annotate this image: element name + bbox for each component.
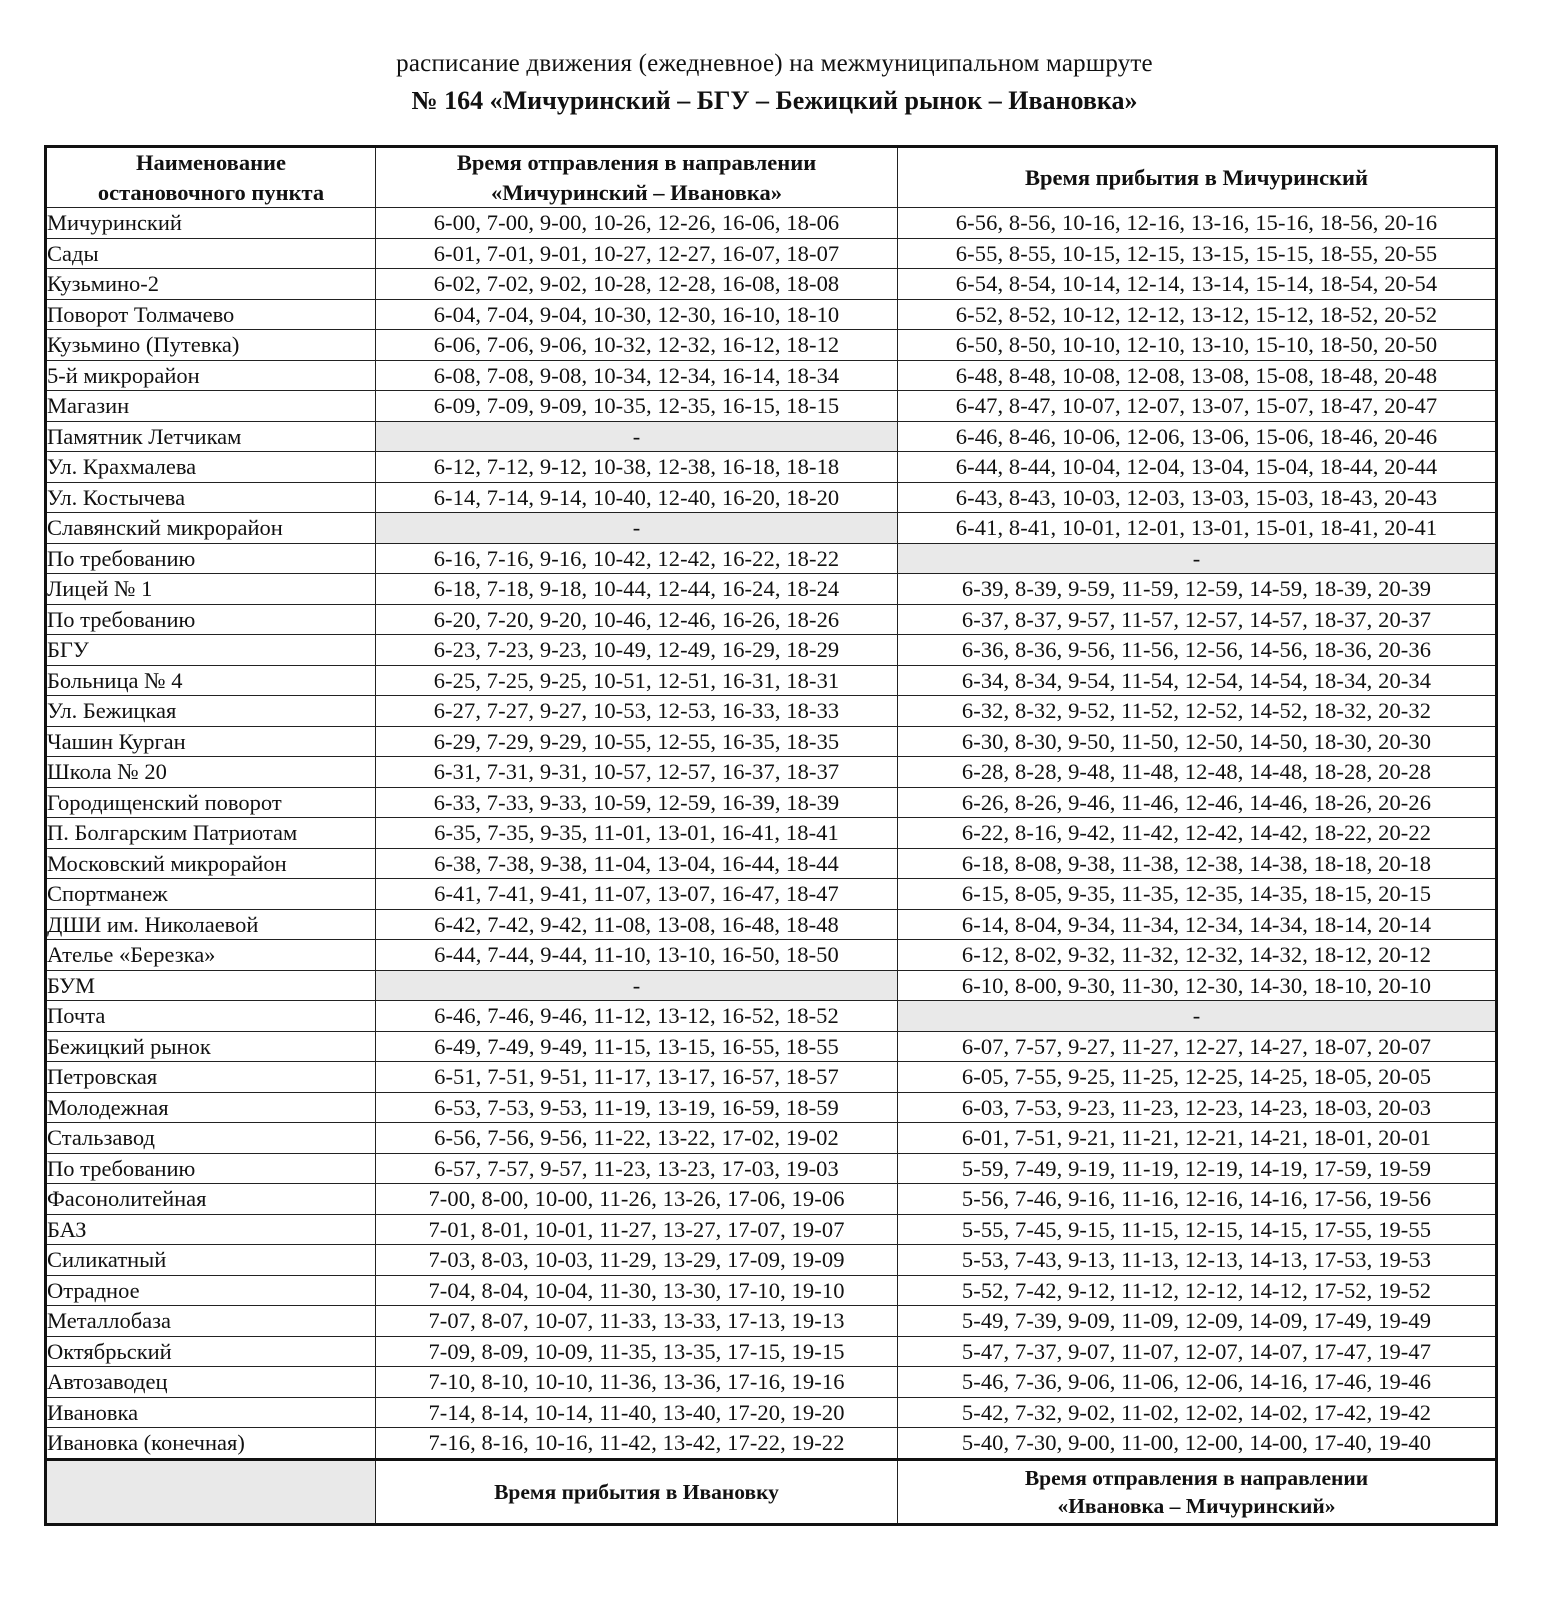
- arrival-times-michurinsky: 5-46, 7-36, 9-06, 11-06, 12-06, 14-16, 17-46, 19-46: [898, 1367, 1497, 1398]
- departure-times-to-ivanovka: 6-23, 7-23, 9-23, 10-49, 12-49, 16-29, 18-29: [376, 635, 898, 666]
- departure-times-to-ivanovka: 7-07, 8-07, 10-07, 11-33, 13-33, 17-13, 19-13: [376, 1306, 898, 1337]
- table-row: [46, 543, 1497, 574]
- departure-times-to-ivanovka: 6-35, 7-35, 9-35, 11-01, 13-01, 16-41, 18-41: [376, 818, 898, 849]
- stop-name: По требованию: [46, 543, 376, 574]
- arrival-times-michurinsky: 6-28, 8-28, 9-48, 11-48, 12-48, 14-48, 18-28, 20-28: [898, 757, 1497, 788]
- stop-name: Ивановка (конечная): [46, 1428, 376, 1460]
- arrival-times-michurinsky: 6-55, 8-55, 10-15, 12-15, 13-15, 15-15, 18-55, 20-55: [898, 238, 1497, 269]
- stop-name: Стальзавод: [46, 1123, 376, 1154]
- stop-name: Автозаводец: [46, 1367, 376, 1398]
- stop-name: ДШИ им. Николаевой: [46, 909, 376, 940]
- departure-times-to-ivanovka: -: [376, 970, 898, 1001]
- table-row: [46, 1062, 1497, 1093]
- table-row: [46, 330, 1497, 361]
- arrival-times-michurinsky: 6-44, 8-44, 10-04, 12-04, 13-04, 15-04, 18-44, 20-44: [898, 452, 1497, 483]
- stop-name: Петровская: [46, 1062, 376, 1093]
- arrival-times-michurinsky: 6-47, 8-47, 10-07, 12-07, 13-07, 15-07, 18-47, 20-47: [898, 391, 1497, 422]
- departure-times-to-ivanovka: 6-27, 7-27, 9-27, 10-53, 12-53, 16-33, 18-33: [376, 696, 898, 727]
- arrival-times-michurinsky: 5-59, 7-49, 9-19, 11-19, 12-19, 14-19, 17-59, 19-59: [898, 1153, 1497, 1184]
- arrival-times-michurinsky: 6-14, 8-04, 9-34, 11-34, 12-34, 14-34, 18-14, 20-14: [898, 909, 1497, 940]
- arrival-times-michurinsky: 6-30, 8-30, 9-50, 11-50, 12-50, 14-50, 18-30, 20-30: [898, 726, 1497, 757]
- arrival-times-michurinsky: 6-56, 8-56, 10-16, 12-16, 13-16, 15-16, 18-56, 20-16: [898, 208, 1497, 239]
- footer-arrival-ivanovka: Время прибытия в Ивановку: [376, 1459, 898, 1524]
- arrival-times-michurinsky: 6-36, 8-36, 9-56, 11-56, 12-56, 14-56, 18-36, 20-36: [898, 635, 1497, 666]
- arrival-times-michurinsky: 6-46, 8-46, 10-06, 12-06, 13-06, 15-06, 18-46, 20-46: [898, 421, 1497, 452]
- footer-dep-line-2: «Ивановка – Мичуринский»: [1057, 1493, 1336, 1518]
- departure-times-to-ivanovka: 6-02, 7-02, 9-02, 10-28, 12-28, 16-08, 18-08: [376, 269, 898, 300]
- stop-name: Спортманеж: [46, 879, 376, 910]
- stop-name: Московский микрорайон: [46, 848, 376, 879]
- departure-times-to-ivanovka: 6-56, 7-56, 9-56, 11-22, 13-22, 17-02, 19-02: [376, 1123, 898, 1154]
- table-row: [46, 1367, 1497, 1398]
- schedule-title-line-1: расписание движения (ежедневное) на межмуниципальном маршруте: [396, 50, 1153, 77]
- departure-times-to-ivanovka: 6-08, 7-08, 9-08, 10-34, 12-34, 16-14, 18-34: [376, 360, 898, 391]
- table-row: [46, 787, 1497, 818]
- departure-times-to-ivanovka: 6-31, 7-31, 9-31, 10-57, 12-57, 16-37, 18-37: [376, 757, 898, 788]
- table-row: [46, 1336, 1497, 1367]
- arrival-times-michurinsky: 6-41, 8-41, 10-01, 12-01, 13-01, 15-01, 18-41, 20-41: [898, 513, 1497, 544]
- arrival-times-michurinsky: 6-15, 8-05, 9-35, 11-35, 12-35, 14-35, 18-15, 20-15: [898, 879, 1497, 910]
- stop-name: Школа № 20: [46, 757, 376, 788]
- arrival-times-michurinsky: 6-10, 8-00, 9-30, 11-30, 12-30, 14-30, 18-10, 20-10: [898, 970, 1497, 1001]
- footer-dep-line-1: Время отправления в направлении: [1024, 1465, 1369, 1490]
- departure-times-to-ivanovka: 6-41, 7-41, 9-41, 11-07, 13-07, 16-47, 18-47: [376, 879, 898, 910]
- header-dep-line-1: Время отправления в направлении: [456, 150, 817, 175]
- table-row: [46, 1001, 1497, 1032]
- arrival-times-michurinsky: 5-55, 7-45, 9-15, 11-15, 12-15, 14-15, 17-55, 19-55: [898, 1214, 1497, 1245]
- stop-name: БУМ: [46, 970, 376, 1001]
- arrival-times-michurinsky: 6-39, 8-39, 9-59, 11-59, 12-59, 14-59, 18-39, 20-39: [898, 574, 1497, 605]
- arrival-times-michurinsky: 6-52, 8-52, 10-12, 12-12, 13-12, 15-12, 18-52, 20-52: [898, 299, 1497, 330]
- arrival-times-michurinsky: 6-32, 8-32, 9-52, 11-52, 12-52, 14-52, 18-32, 20-32: [898, 696, 1497, 727]
- departure-times-to-ivanovka: 6-00, 7-00, 9-00, 10-26, 12-26, 16-06, 18-06: [376, 208, 898, 239]
- departure-times-to-ivanovka: 6-33, 7-33, 9-33, 10-59, 12-59, 16-39, 18-39: [376, 787, 898, 818]
- arrival-times-michurinsky: 6-50, 8-50, 10-10, 12-10, 13-10, 15-10, 18-50, 20-50: [898, 330, 1497, 361]
- stop-name: По требованию: [46, 604, 376, 635]
- stop-name: Славянский микрорайон: [46, 513, 376, 544]
- stop-name: Магазин: [46, 391, 376, 422]
- table-row: [46, 1123, 1497, 1154]
- table-row: [46, 696, 1497, 727]
- stop-name: Кузьмино-2: [46, 269, 376, 300]
- stop-name: Сады: [46, 238, 376, 269]
- stop-name: Ул. Бежицкая: [46, 696, 376, 727]
- departure-times-to-ivanovka: 7-14, 8-14, 10-14, 11-40, 13-40, 17-20, 19-20: [376, 1397, 898, 1428]
- table-row: [46, 1397, 1497, 1428]
- table-row: [46, 879, 1497, 910]
- stop-name: По требованию: [46, 1153, 376, 1184]
- arrival-times-michurinsky: 6-12, 8-02, 9-32, 11-32, 12-32, 14-32, 18-12, 20-12: [898, 940, 1497, 971]
- table-row: [46, 1184, 1497, 1215]
- stop-name: Бежицкий рынок: [46, 1031, 376, 1062]
- table-row: [46, 421, 1497, 452]
- arrival-times-michurinsky: 6-05, 7-55, 9-25, 11-25, 12-25, 14-25, 18-05, 20-05: [898, 1062, 1497, 1093]
- departure-times-to-ivanovka: 6-06, 7-06, 9-06, 10-32, 12-32, 16-12, 18-12: [376, 330, 898, 361]
- departure-times-to-ivanovka: 6-09, 7-09, 9-09, 10-35, 12-35, 16-15, 18-15: [376, 391, 898, 422]
- departure-times-to-ivanovka: -: [376, 421, 898, 452]
- header-departure-to-ivanovka: [376, 147, 898, 208]
- table-row: [46, 238, 1497, 269]
- departure-times-to-ivanovka: 6-49, 7-49, 9-49, 11-15, 13-15, 16-55, 18-55: [376, 1031, 898, 1062]
- stop-name: Памятник Летчикам: [46, 421, 376, 452]
- stop-name: Октябрьский: [46, 1336, 376, 1367]
- table-row: [46, 665, 1497, 696]
- table-row: [46, 208, 1497, 239]
- stop-name: Городищенский поворот: [46, 787, 376, 818]
- table-row: [46, 513, 1497, 544]
- arrival-times-michurinsky: 6-43, 8-43, 10-03, 12-03, 13-03, 15-03, 18-43, 20-43: [898, 482, 1497, 513]
- table-row: [46, 1092, 1497, 1123]
- table-row: [46, 1245, 1497, 1276]
- stop-name: Ул. Крахмалева: [46, 452, 376, 483]
- stop-name: Силикатный: [46, 1245, 376, 1276]
- departure-times-to-ivanovka: 7-16, 8-16, 10-16, 11-42, 13-42, 17-22, 19-22: [376, 1428, 898, 1460]
- table-row: [46, 1428, 1497, 1460]
- stop-name: Почта: [46, 1001, 376, 1032]
- table-row: [46, 299, 1497, 330]
- stop-name: БАЗ: [46, 1214, 376, 1245]
- departure-times-to-ivanovka: 6-29, 7-29, 9-29, 10-55, 12-55, 16-35, 18-35: [376, 726, 898, 757]
- departure-times-to-ivanovka: 6-44, 7-44, 9-44, 11-10, 13-10, 16-50, 18-50: [376, 940, 898, 971]
- table-row: [46, 1306, 1497, 1337]
- departure-times-to-ivanovka: 6-53, 7-53, 9-53, 11-19, 13-19, 16-59, 18-59: [376, 1092, 898, 1123]
- schedule-body: [46, 208, 1497, 1460]
- departure-times-to-ivanovka: 6-12, 7-12, 9-12, 10-38, 12-38, 16-18, 18-18: [376, 452, 898, 483]
- table-row: [46, 940, 1497, 971]
- table-row: [46, 1214, 1497, 1245]
- table-row: [46, 452, 1497, 483]
- table-row: [46, 574, 1497, 605]
- departure-times-to-ivanovka: 6-25, 7-25, 9-25, 10-51, 12-51, 16-31, 18-31: [376, 665, 898, 696]
- arrival-times-michurinsky: 6-01, 7-51, 9-21, 11-21, 12-21, 14-21, 18-01, 20-01: [898, 1123, 1497, 1154]
- header-stop-name: [46, 147, 376, 208]
- stop-name: П. Болгарским Патриотам: [46, 818, 376, 849]
- stop-name: Фасонолитейная: [46, 1184, 376, 1215]
- table-row: [46, 1031, 1497, 1062]
- stop-name: БГУ: [46, 635, 376, 666]
- departure-times-to-ivanovka: 7-01, 8-01, 10-01, 11-27, 13-27, 17-07, 19-07: [376, 1214, 898, 1245]
- header-arrival-michurinsky: Время прибытия в Мичуринский: [898, 147, 1497, 208]
- departure-times-to-ivanovka: 6-42, 7-42, 9-42, 11-08, 13-08, 16-48, 18-48: [376, 909, 898, 940]
- departure-times-to-ivanovka: 6-04, 7-04, 9-04, 10-30, 12-30, 16-10, 18-10: [376, 299, 898, 330]
- stop-name: Отрадное: [46, 1275, 376, 1306]
- arrival-times-michurinsky: 6-26, 8-26, 9-46, 11-46, 12-46, 14-46, 18-26, 20-26: [898, 787, 1497, 818]
- stop-name: Чашин Курган: [46, 726, 376, 757]
- departure-times-to-ivanovka: 6-01, 7-01, 9-01, 10-27, 12-27, 16-07, 18-07: [376, 238, 898, 269]
- departure-times-to-ivanovka: 6-20, 7-20, 9-20, 10-46, 12-46, 16-26, 18-26: [376, 604, 898, 635]
- table-row: [46, 1153, 1497, 1184]
- table-row: [46, 635, 1497, 666]
- footer-departure-to-michurinsky: [898, 1459, 1497, 1524]
- schedule-table: [44, 145, 1498, 1526]
- table-row: [46, 482, 1497, 513]
- stop-name: Молодежная: [46, 1092, 376, 1123]
- table-row: [46, 391, 1497, 422]
- departure-times-to-ivanovka: 7-09, 8-09, 10-09, 11-35, 13-35, 17-15, 19-15: [376, 1336, 898, 1367]
- departure-times-to-ivanovka: 6-46, 7-46, 9-46, 11-12, 13-12, 16-52, 18-52: [376, 1001, 898, 1032]
- stop-name: Ул. Костычева: [46, 482, 376, 513]
- arrival-times-michurinsky: 6-34, 8-34, 9-54, 11-54, 12-54, 14-54, 18-34, 20-34: [898, 665, 1497, 696]
- arrival-times-michurinsky: 5-53, 7-43, 9-13, 11-13, 12-13, 14-13, 17-53, 19-53: [898, 1245, 1497, 1276]
- departure-times-to-ivanovka: 6-14, 7-14, 9-14, 10-40, 12-40, 16-20, 18-20: [376, 482, 898, 513]
- arrival-times-michurinsky: 5-52, 7-42, 9-12, 11-12, 12-12, 14-12, 17-52, 19-52: [898, 1275, 1497, 1306]
- arrival-times-michurinsky: 5-49, 7-39, 9-09, 11-09, 12-09, 14-09, 17-49, 19-49: [898, 1306, 1497, 1337]
- table-row: [46, 604, 1497, 635]
- departure-times-to-ivanovka: 7-00, 8-00, 10-00, 11-26, 13-26, 17-06, 19-06: [376, 1184, 898, 1215]
- table-row: [46, 970, 1497, 1001]
- arrival-times-michurinsky: -: [898, 1001, 1497, 1032]
- departure-times-to-ivanovka: -: [376, 513, 898, 544]
- header-stop-line-1: Наименование: [136, 150, 286, 175]
- table-row: [46, 360, 1497, 391]
- footer-blank-cell: [46, 1459, 376, 1524]
- header-row: [46, 147, 1497, 208]
- table-row: [46, 757, 1497, 788]
- departure-times-to-ivanovka: 6-51, 7-51, 9-51, 11-17, 13-17, 16-57, 18-57: [376, 1062, 898, 1093]
- departure-times-to-ivanovka: 6-18, 7-18, 9-18, 10-44, 12-44, 16-24, 18-24: [376, 574, 898, 605]
- departure-times-to-ivanovka: 7-10, 8-10, 10-10, 11-36, 13-36, 17-16, 19-16: [376, 1367, 898, 1398]
- arrival-times-michurinsky: 6-22, 8-16, 9-42, 11-42, 12-42, 14-42, 18-22, 20-22: [898, 818, 1497, 849]
- table-row: [46, 1275, 1497, 1306]
- table-row: [46, 818, 1497, 849]
- stop-name: Поворот Толмачево: [46, 299, 376, 330]
- stop-name: Ивановка: [46, 1397, 376, 1428]
- arrival-times-michurinsky: 6-03, 7-53, 9-23, 11-23, 12-23, 14-23, 18-03, 20-03: [898, 1092, 1497, 1123]
- departure-times-to-ivanovka: 7-03, 8-03, 10-03, 11-29, 13-29, 17-09, 19-09: [376, 1245, 898, 1276]
- table-row: [46, 726, 1497, 757]
- table-row: [46, 848, 1497, 879]
- footer-row: [46, 1459, 1497, 1524]
- table-row: [46, 269, 1497, 300]
- stop-name: Лицей № 1: [46, 574, 376, 605]
- stop-name: Мичуринский: [46, 208, 376, 239]
- header-dep-line-2: «Мичуринский – Ивановка»: [490, 179, 783, 205]
- stop-name: 5-й микрорайон: [46, 360, 376, 391]
- arrival-times-michurinsky: 6-48, 8-48, 10-08, 12-08, 13-08, 15-08, 18-48, 20-48: [898, 360, 1497, 391]
- arrival-times-michurinsky: -: [898, 543, 1497, 574]
- stop-name: Больница № 4: [46, 665, 376, 696]
- arrival-times-michurinsky: 6-54, 8-54, 10-14, 12-14, 13-14, 15-14, 18-54, 20-54: [898, 269, 1497, 300]
- arrival-times-michurinsky: 5-40, 7-30, 9-00, 11-00, 12-00, 14-00, 17-40, 19-40: [898, 1428, 1497, 1460]
- arrival-times-michurinsky: 6-07, 7-57, 9-27, 11-27, 12-27, 14-27, 18-07, 20-07: [898, 1031, 1497, 1062]
- arrival-times-michurinsky: 5-42, 7-32, 9-02, 11-02, 12-02, 14-02, 17-42, 19-42: [898, 1397, 1497, 1428]
- departure-times-to-ivanovka: 6-38, 7-38, 9-38, 11-04, 13-04, 16-44, 18-44: [376, 848, 898, 879]
- table-row: [46, 909, 1497, 940]
- departure-times-to-ivanovka: 7-04, 8-04, 10-04, 11-30, 13-30, 17-10, 19-10: [376, 1275, 898, 1306]
- stop-name: Металлобаза: [46, 1306, 376, 1337]
- arrival-times-michurinsky: 6-37, 8-37, 9-57, 11-57, 12-57, 14-57, 18-37, 20-37: [898, 604, 1497, 635]
- route-title: № 164 «Мичуринский – БГУ – Бежицкий рынок – Ивановка»: [411, 86, 1138, 115]
- stop-name: Кузьмино (Путевка): [46, 330, 376, 361]
- arrival-times-michurinsky: 5-47, 7-37, 9-07, 11-07, 12-07, 14-07, 17-47, 19-47: [898, 1336, 1497, 1367]
- header-stop-line-2: остановочного пункта: [97, 179, 325, 205]
- arrival-times-michurinsky: 6-18, 8-08, 9-38, 11-38, 12-38, 14-38, 18-18, 20-18: [898, 848, 1497, 879]
- stop-name: Ателье «Березка»: [46, 940, 376, 971]
- arrival-times-michurinsky: 5-56, 7-46, 9-16, 11-16, 12-16, 14-16, 17-56, 19-56: [898, 1184, 1497, 1215]
- departure-times-to-ivanovka: 6-57, 7-57, 9-57, 11-23, 13-23, 17-03, 19-03: [376, 1153, 898, 1184]
- departure-times-to-ivanovka: 6-16, 7-16, 9-16, 10-42, 12-42, 16-22, 18-22: [376, 543, 898, 574]
